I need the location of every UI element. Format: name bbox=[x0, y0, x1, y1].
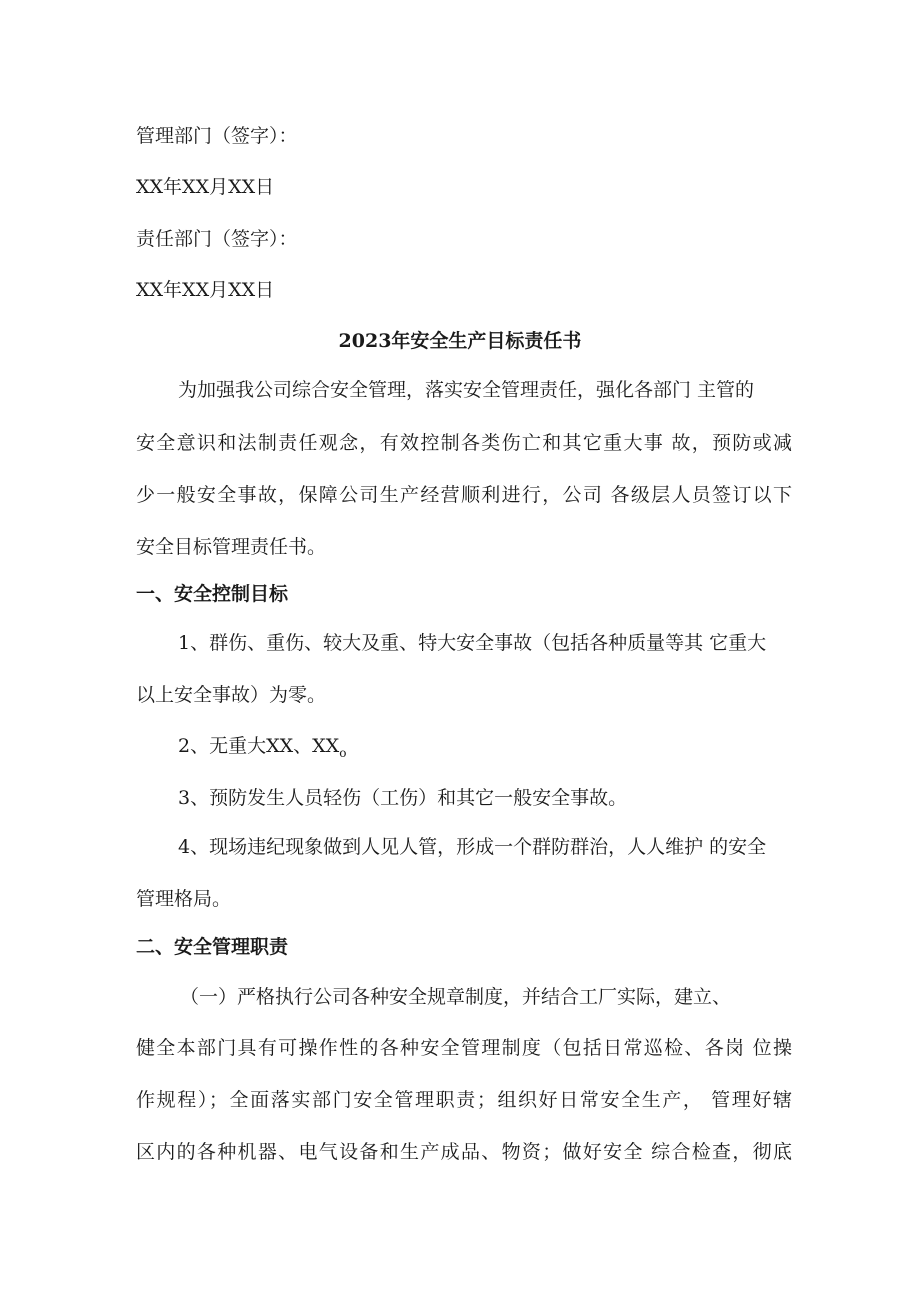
para1-line-4: 区内的各种机器、电气设备和生产成品、物资；做好安全 综合检查，彻底 bbox=[136, 1141, 792, 1163]
item3: 3、预防发生人员轻伤（工伤）和其它一般安全事故。 bbox=[178, 787, 628, 809]
section1-heading: 一、安全控制目标 bbox=[136, 583, 289, 605]
intro-line-4: 安全目标管理责任书。 bbox=[136, 536, 327, 558]
intro-line-2: 安全意识和法制责任观念，有效控制各类伤亡和其它重大事 故，预防或减 bbox=[136, 432, 792, 454]
intro-line-3: 少一般安全事故，保障公司生产经营顺利进行，公司 各级层人员签订以下 bbox=[136, 484, 792, 506]
item2-text: 2、无重大XX、XX bbox=[178, 735, 340, 757]
intro-line-1: 为加强我公司综合安全管理，落实安全管理责任，强化各部门 主管的 bbox=[178, 379, 755, 401]
item1-line-1: 1、群伤、重伤、较大及重、特大安全事故（包括各种质量等其 它重大 bbox=[178, 632, 767, 654]
para1-line-3: 作规程）；全面落实部门安全管理职责；组织好日常安全生产， 管理好辖 bbox=[136, 1089, 792, 1111]
item2 bbox=[178, 734, 346, 765]
document-title: 2023年安全生产目标责任书 bbox=[338, 330, 582, 352]
para1-line-1: （一）严格执行公司各种安全规章制度，并结合工厂实际，建立、 bbox=[180, 986, 732, 1008]
item4-line-2: 管理格局。 bbox=[136, 888, 232, 910]
responsible-dept-signature: 责任部门（签字）： bbox=[136, 228, 298, 250]
item4-line-1: 4、现场违纪现象做到人见人管，形成一个群防群治，人人维护 的安全 bbox=[178, 836, 767, 858]
responsible-date: XX年XX月XX日 bbox=[136, 279, 275, 301]
management-date: XX年XX月XX日 bbox=[136, 176, 275, 198]
item1-line-2: 以上安全事故）为零。 bbox=[136, 684, 327, 706]
section2-heading: 二、安全管理职责 bbox=[136, 936, 289, 958]
item2-suffix: o bbox=[339, 746, 347, 760]
para1-line-2: 健全本部门具有可操作性的各种安全管理制度（包括日常巡检、各岗 位操 bbox=[136, 1037, 792, 1059]
management-dept-signature: 管理部门（签字）： bbox=[136, 125, 298, 147]
